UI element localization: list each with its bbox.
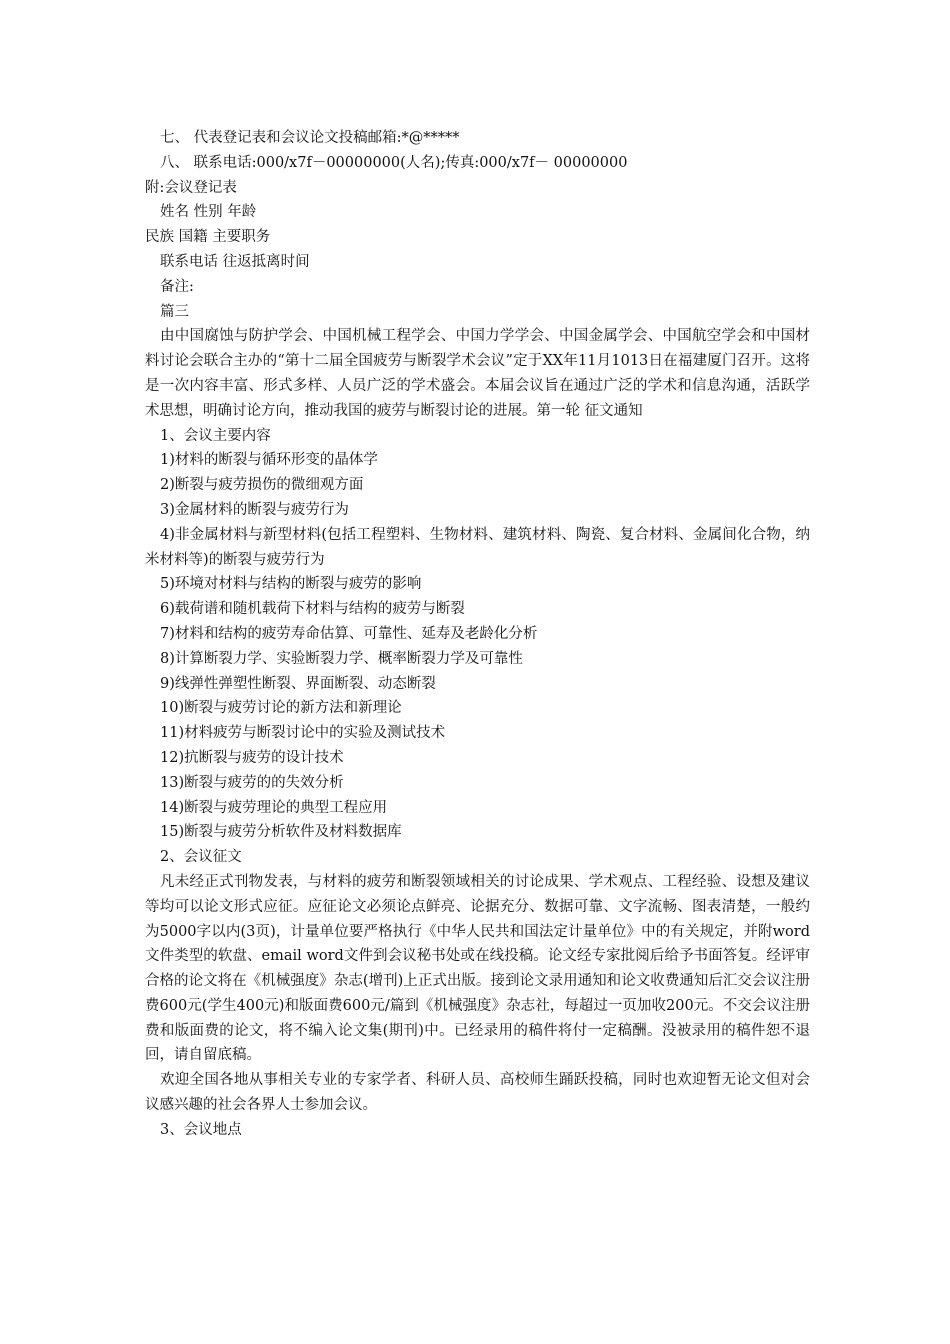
topic-item: 12)抗断裂与疲劳的设计技术 [160, 749, 344, 766]
appendix-title: 附:会议登记表 [145, 179, 237, 196]
topic-item: 11)材料疲劳与断裂讨论中的实验及测试技术 [160, 725, 446, 742]
call-for-papers-paragraph: 凡未经正式刊物发表，与材料的疲劳和断裂领域相关的讨论成果、学术观点、工程经验、设想及建议等均可以论文形式应征。应征论文必须论点鲜亮、论据充分、数据可靠、文字流畅、图表清楚，一般约为5000字以内(3页)，计量单位要严格执行《中华人民共和国法定计量单位》中的有关规定，并附word文件类型的软盘、email word文件到会议秘书处或在线投稿。论文经专家批阅后给予书面答复。经评审合格的论文将在《机械强度》杂志(增刊)上正式出版。接到论文录用通知和论文收费通知后汇交会议注册费600元(学生400元)和版面费600元/篇到《机械强度》杂志社，每超过一页加收200元。不交会议注册费和版面费的论文，将不编入论文集(期刊)中。已经录用的稿件将付一定稿酬。没被录用的稿件恕不退回，请自留底稿。 [145, 873, 810, 1064]
topic-item: 10)断裂与疲劳讨论的新方法和新理论 [160, 700, 402, 717]
topic-item: 13)断裂与疲劳的的失效分析 [160, 774, 344, 791]
topic-item: 3)金属材料的断裂与疲劳行为 [160, 501, 349, 518]
welcome-paragraph: 欢迎全国各地从事相关专业的专家学者、科研人员、高校师生踊跃投稿，同时也欢迎暂无论文但对会议感兴趣的社会各界人士参加会议。 [145, 1072, 810, 1114]
topic-item: 1)材料的断裂与循环形变的晶体学 [160, 452, 378, 469]
section-heading-part3: 篇三 [160, 303, 189, 320]
form-row-phone: 联系电话 往返抵离时间 [160, 253, 310, 270]
document-body [145, 126, 810, 1143]
contact-email-line: 七、 代表登记表和会议论文投稿邮箱:*@***** [160, 130, 460, 146]
topic-item: 8)计算断裂力学、实验断裂力学、概率断裂力学及可靠性 [160, 650, 523, 667]
topic-item: 2)断裂与疲劳损伤的微细观方面 [160, 477, 364, 494]
form-row-ethnicity: 民族 国籍 主要职务 [145, 229, 271, 246]
heading-main-content: 1、会议主要内容 [160, 427, 271, 444]
form-row-remarks: 备注: [160, 278, 194, 295]
topic-item: 5)环境对材料与结构的断裂与疲劳的影响 [160, 576, 422, 593]
contact-phone-line: 八、 联系电话:000/x7f－00000000(人名);传真:000/x7f－ 00000000 [160, 154, 628, 171]
heading-call-for-papers: 2、会议征文 [160, 849, 242, 866]
topic-item: 15)断裂与疲劳分析软件及材料数据库 [160, 824, 402, 841]
topic-item: 9)线弹性弹塑性断裂、界面断裂、动态断裂 [160, 675, 436, 692]
topic-item: 7)材料和结构的疲劳寿命估算、可靠性、延寿及老龄化分析 [160, 625, 538, 642]
form-row-name: 姓名 性别 年龄 [160, 204, 257, 221]
intro-paragraph: 由中国腐蚀与防护学会、中国机械工程学会、中国力学学会、中国金属学会、中国航空学会和中国材料讨论会联合主办的“第十二届全国疲劳与断裂学术会议”定于XX年11月1013日在福建厦门召开。这将是一次内容丰富、形式多样、人员广泛的学术盛会。本届会议旨在通过广泛的学术和信息沟通，活跃学术思想，明确讨论方向，推动我国的疲劳与断裂讨论的进展。第一轮 征文通知 [145, 328, 810, 419]
topic-item: 4)非金属材料与新型材料(包括工程塑料、生物材料、建筑材料、陶瓷、复合材料、金属间化合物，纳米材料等)的断裂与疲劳行为 [145, 526, 810, 568]
topic-item: 6)载荷谱和随机载荷下材料与结构的疲劳与断裂 [160, 601, 465, 618]
heading-venue: 3、会议地点 [160, 1121, 242, 1138]
topic-item: 14)断裂与疲劳理论的典型工程应用 [160, 799, 388, 816]
